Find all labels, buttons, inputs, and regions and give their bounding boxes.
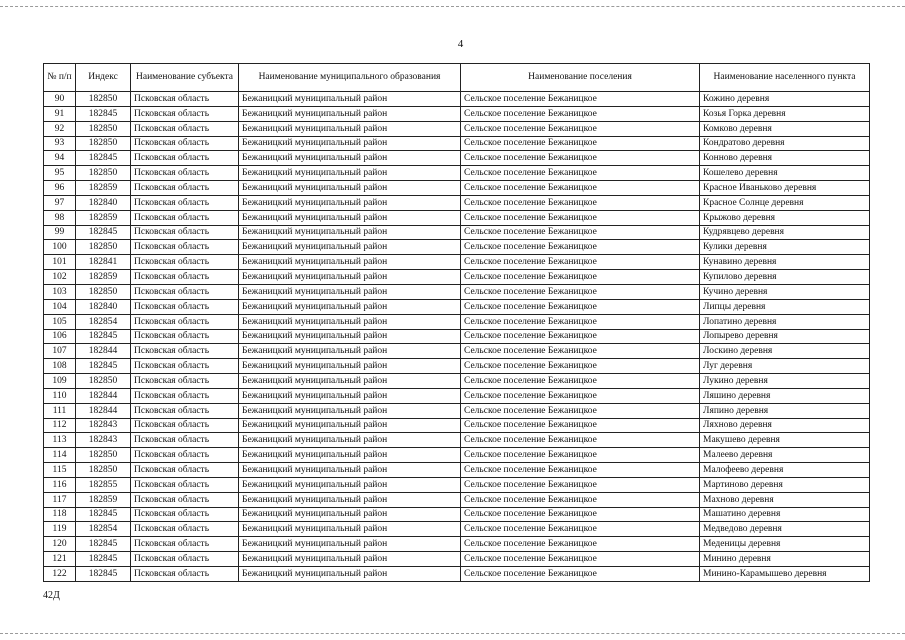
cell-locality: Махново деревня bbox=[700, 492, 870, 507]
cell-index: 182850 bbox=[76, 463, 131, 478]
cell-settlement: Сельское поселение Бежаницкое bbox=[461, 403, 700, 418]
cell-num: 112 bbox=[44, 418, 76, 433]
cell-subject: Псковская область bbox=[131, 210, 239, 225]
footer-code: 42Д bbox=[43, 590, 60, 601]
cell-index: 182845 bbox=[76, 567, 131, 582]
cell-settlement: Сельское поселение Бежаницкое bbox=[461, 344, 700, 359]
cell-num: 94 bbox=[44, 151, 76, 166]
table-row bbox=[44, 136, 870, 151]
cell-locality: Малофеево деревня bbox=[700, 463, 870, 478]
cell-subject: Псковская область bbox=[131, 299, 239, 314]
cell-locality: Ляхново деревня bbox=[700, 418, 870, 433]
cell-settlement: Сельское поселение Бежаницкое bbox=[461, 537, 700, 552]
cell-num: 95 bbox=[44, 166, 76, 181]
cell-municipality: Бежаницкий муниципальный район bbox=[239, 537, 461, 552]
cell-num: 117 bbox=[44, 492, 76, 507]
cell-locality: Малеево деревня bbox=[700, 448, 870, 463]
cell-municipality: Бежаницкий муниципальный район bbox=[239, 522, 461, 537]
cell-locality: Лукино деревня bbox=[700, 374, 870, 389]
cell-municipality: Бежаницкий муниципальный район bbox=[239, 270, 461, 285]
cell-subject: Псковская область bbox=[131, 181, 239, 196]
cell-subject: Псковская область bbox=[131, 359, 239, 374]
cell-index: 182859 bbox=[76, 270, 131, 285]
table-row bbox=[44, 151, 870, 166]
cell-num: 113 bbox=[44, 433, 76, 448]
cell-index: 182845 bbox=[76, 225, 131, 240]
cell-subject: Псковская область bbox=[131, 329, 239, 344]
cell-municipality: Бежаницкий муниципальный район bbox=[239, 403, 461, 418]
cell-municipality: Бежаницкий муниципальный район bbox=[239, 374, 461, 389]
table-row bbox=[44, 388, 870, 403]
cell-subject: Псковская область bbox=[131, 92, 239, 107]
cell-municipality: Бежаницкий муниципальный район bbox=[239, 433, 461, 448]
table-row bbox=[44, 270, 870, 285]
cell-settlement: Сельское поселение Бежаницкое bbox=[461, 255, 700, 270]
cell-index: 182854 bbox=[76, 522, 131, 537]
cell-municipality: Бежаницкий муниципальный район bbox=[239, 359, 461, 374]
cell-subject: Псковская область bbox=[131, 433, 239, 448]
cell-locality: Ляшино деревня bbox=[700, 388, 870, 403]
cell-settlement: Сельское поселение Бежаницкое bbox=[461, 522, 700, 537]
cell-locality: Кожино деревня bbox=[700, 92, 870, 107]
cell-municipality: Бежаницкий муниципальный район bbox=[239, 240, 461, 255]
cell-locality: Машатино деревня bbox=[700, 507, 870, 522]
header-settlement: Наименование поселения bbox=[461, 64, 700, 92]
cell-settlement: Сельское поселение Бежаницкое bbox=[461, 567, 700, 582]
cell-subject: Псковская область bbox=[131, 136, 239, 151]
cell-settlement: Сельское поселение Бежаницкое bbox=[461, 225, 700, 240]
cell-subject: Псковская область bbox=[131, 255, 239, 270]
cell-num: 97 bbox=[44, 195, 76, 210]
cell-settlement: Сельское поселение Бежаницкое bbox=[461, 166, 700, 181]
table-row bbox=[44, 567, 870, 582]
cell-num: 100 bbox=[44, 240, 76, 255]
cell-locality: Мартиново деревня bbox=[700, 477, 870, 492]
cell-locality: Медведово деревня bbox=[700, 522, 870, 537]
cell-municipality: Бежаницкий муниципальный район bbox=[239, 552, 461, 567]
cell-index: 182850 bbox=[76, 284, 131, 299]
cell-settlement: Сельское поселение Бежаницкое bbox=[461, 136, 700, 151]
cell-settlement: Сельское поселение Бежаницкое bbox=[461, 433, 700, 448]
cell-locality: Луг деревня bbox=[700, 359, 870, 374]
table-body bbox=[44, 92, 870, 582]
cell-index: 182840 bbox=[76, 195, 131, 210]
cell-index: 182859 bbox=[76, 181, 131, 196]
cell-locality: Лоскино деревня bbox=[700, 344, 870, 359]
cell-index: 182845 bbox=[76, 151, 131, 166]
cell-settlement: Сельское поселение Бежаницкое bbox=[461, 329, 700, 344]
cell-municipality: Бежаницкий муниципальный район bbox=[239, 388, 461, 403]
table-row bbox=[44, 359, 870, 374]
table-row bbox=[44, 255, 870, 270]
cell-num: 98 bbox=[44, 210, 76, 225]
cell-index: 182850 bbox=[76, 374, 131, 389]
cell-municipality: Бежаницкий муниципальный район bbox=[239, 181, 461, 196]
cell-num: 121 bbox=[44, 552, 76, 567]
cell-municipality: Бежаницкий муниципальный район bbox=[239, 344, 461, 359]
table-row bbox=[44, 240, 870, 255]
cell-municipality: Бежаницкий муниципальный район bbox=[239, 121, 461, 136]
cell-municipality: Бежаницкий муниципальный район bbox=[239, 477, 461, 492]
cell-municipality: Бежаницкий муниципальный район bbox=[239, 255, 461, 270]
cell-municipality: Бежаницкий муниципальный район bbox=[239, 92, 461, 107]
cell-municipality: Бежаницкий муниципальный район bbox=[239, 225, 461, 240]
cell-subject: Псковская область bbox=[131, 552, 239, 567]
cell-locality: Липцы деревня bbox=[700, 299, 870, 314]
cell-num: 107 bbox=[44, 344, 76, 359]
cell-index: 182854 bbox=[76, 314, 131, 329]
table-row bbox=[44, 522, 870, 537]
cell-locality: Кудрявцево деревня bbox=[700, 225, 870, 240]
cell-settlement: Сельское поселение Бежаницкое bbox=[461, 359, 700, 374]
cell-settlement: Сельское поселение Бежаницкое bbox=[461, 181, 700, 196]
cell-index: 182850 bbox=[76, 448, 131, 463]
cell-municipality: Бежаницкий муниципальный район bbox=[239, 492, 461, 507]
cell-num: 115 bbox=[44, 463, 76, 478]
cell-num: 96 bbox=[44, 181, 76, 196]
table-row bbox=[44, 433, 870, 448]
cell-index: 182859 bbox=[76, 492, 131, 507]
cell-index: 182844 bbox=[76, 388, 131, 403]
cell-locality: Красное Иваньково деревня bbox=[700, 181, 870, 196]
cell-num: 111 bbox=[44, 403, 76, 418]
cell-municipality: Бежаницкий муниципальный район bbox=[239, 507, 461, 522]
cell-municipality: Бежаницкий муниципальный район bbox=[239, 151, 461, 166]
cell-locality: Красное Солнце деревня bbox=[700, 195, 870, 210]
cell-subject: Псковская область bbox=[131, 344, 239, 359]
cell-index: 182845 bbox=[76, 537, 131, 552]
cell-num: 106 bbox=[44, 329, 76, 344]
cell-municipality: Бежаницкий муниципальный район bbox=[239, 284, 461, 299]
table-row bbox=[44, 448, 870, 463]
cell-index: 182841 bbox=[76, 255, 131, 270]
cell-locality: Лопатино деревня bbox=[700, 314, 870, 329]
cell-subject: Псковская область bbox=[131, 567, 239, 582]
cell-num: 119 bbox=[44, 522, 76, 537]
cell-index: 182850 bbox=[76, 166, 131, 181]
scan-edge-top bbox=[0, 6, 905, 7]
table-row bbox=[44, 418, 870, 433]
table-row bbox=[44, 314, 870, 329]
cell-settlement: Сельское поселение Бежаницкое bbox=[461, 492, 700, 507]
cell-settlement: Сельское поселение Бежаницкое bbox=[461, 284, 700, 299]
cell-municipality: Бежаницкий муниципальный район bbox=[239, 463, 461, 478]
table-row bbox=[44, 329, 870, 344]
cell-municipality: Бежаницкий муниципальный район bbox=[239, 195, 461, 210]
cell-index: 182845 bbox=[76, 507, 131, 522]
cell-num: 91 bbox=[44, 106, 76, 121]
cell-settlement: Сельское поселение Бежаницкое bbox=[461, 270, 700, 285]
cell-num: 93 bbox=[44, 136, 76, 151]
cell-locality: Купилово деревня bbox=[700, 270, 870, 285]
cell-settlement: Сельское поселение Бежаницкое bbox=[461, 299, 700, 314]
table-row bbox=[44, 537, 870, 552]
cell-num: 103 bbox=[44, 284, 76, 299]
scan-edge-bottom bbox=[0, 633, 905, 634]
cell-num: 118 bbox=[44, 507, 76, 522]
table-row bbox=[44, 552, 870, 567]
cell-index: 182859 bbox=[76, 210, 131, 225]
cell-municipality: Бежаницкий муниципальный район bbox=[239, 106, 461, 121]
cell-settlement: Сельское поселение Бежаницкое bbox=[461, 92, 700, 107]
table-row bbox=[44, 121, 870, 136]
cell-locality: Меденицы деревня bbox=[700, 537, 870, 552]
cell-subject: Псковская область bbox=[131, 492, 239, 507]
cell-locality: Кучино деревня bbox=[700, 284, 870, 299]
cell-index: 182850 bbox=[76, 121, 131, 136]
cell-settlement: Сельское поселение Бежаницкое bbox=[461, 477, 700, 492]
cell-locality: Лопырево деревня bbox=[700, 329, 870, 344]
cell-locality: Кошелево деревня bbox=[700, 166, 870, 181]
cell-num: 109 bbox=[44, 374, 76, 389]
cell-settlement: Сельское поселение Бежаницкое bbox=[461, 240, 700, 255]
localities-table bbox=[43, 63, 870, 582]
cell-locality: Крыжово деревня bbox=[700, 210, 870, 225]
cell-subject: Псковская область bbox=[131, 106, 239, 121]
cell-settlement: Сельское поселение Бежаницкое bbox=[461, 314, 700, 329]
cell-index: 182850 bbox=[76, 136, 131, 151]
cell-subject: Псковская область bbox=[131, 418, 239, 433]
cell-subject: Псковская область bbox=[131, 166, 239, 181]
header-municipality: Наименование муниципального образования bbox=[239, 64, 461, 92]
cell-locality: Минино-Карамышево деревня bbox=[700, 567, 870, 582]
cell-settlement: Сельское поселение Бежаницкое bbox=[461, 121, 700, 136]
cell-num: 102 bbox=[44, 270, 76, 285]
cell-index: 182840 bbox=[76, 299, 131, 314]
cell-subject: Псковская область bbox=[131, 270, 239, 285]
cell-num: 114 bbox=[44, 448, 76, 463]
table-row bbox=[44, 92, 870, 107]
cell-index: 182844 bbox=[76, 403, 131, 418]
cell-num: 110 bbox=[44, 388, 76, 403]
cell-municipality: Бежаницкий муниципальный район bbox=[239, 210, 461, 225]
header-num: № п/п bbox=[44, 64, 76, 92]
cell-subject: Псковская область bbox=[131, 388, 239, 403]
table-row bbox=[44, 374, 870, 389]
cell-locality: Кондратово деревня bbox=[700, 136, 870, 151]
cell-index: 182850 bbox=[76, 240, 131, 255]
table-row bbox=[44, 344, 870, 359]
cell-index: 182843 bbox=[76, 433, 131, 448]
cell-index: 182843 bbox=[76, 418, 131, 433]
cell-num: 104 bbox=[44, 299, 76, 314]
cell-subject: Псковская область bbox=[131, 121, 239, 136]
header-locality: Наименование населенного пункта bbox=[700, 64, 870, 92]
cell-num: 99 bbox=[44, 225, 76, 240]
cell-settlement: Сельское поселение Бежаницкое bbox=[461, 210, 700, 225]
cell-index: 182845 bbox=[76, 329, 131, 344]
cell-subject: Псковская область bbox=[131, 403, 239, 418]
cell-municipality: Бежаницкий муниципальный район bbox=[239, 166, 461, 181]
cell-subject: Псковская область bbox=[131, 284, 239, 299]
table-row bbox=[44, 166, 870, 181]
cell-municipality: Бежаницкий муниципальный район bbox=[239, 567, 461, 582]
cell-locality: Кунавино деревня bbox=[700, 255, 870, 270]
cell-subject: Псковская область bbox=[131, 240, 239, 255]
cell-municipality: Бежаницкий муниципальный район bbox=[239, 136, 461, 151]
table-row bbox=[44, 299, 870, 314]
table-row bbox=[44, 463, 870, 478]
cell-locality: Минино деревня bbox=[700, 552, 870, 567]
cell-municipality: Бежаницкий муниципальный район bbox=[239, 448, 461, 463]
cell-subject: Псковская область bbox=[131, 537, 239, 552]
cell-num: 101 bbox=[44, 255, 76, 270]
cell-num: 105 bbox=[44, 314, 76, 329]
cell-municipality: Бежаницкий муниципальный район bbox=[239, 418, 461, 433]
cell-num: 92 bbox=[44, 121, 76, 136]
cell-locality: Козья Горка деревня bbox=[700, 106, 870, 121]
cell-index: 182845 bbox=[76, 552, 131, 567]
table-row bbox=[44, 492, 870, 507]
cell-subject: Псковская область bbox=[131, 507, 239, 522]
table-row bbox=[44, 507, 870, 522]
cell-settlement: Сельское поселение Бежаницкое bbox=[461, 448, 700, 463]
cell-num: 120 bbox=[44, 537, 76, 552]
header-subject: Наименование субъекта bbox=[131, 64, 239, 92]
table-row bbox=[44, 403, 870, 418]
cell-settlement: Сельское поселение Бежаницкое bbox=[461, 374, 700, 389]
cell-subject: Псковская область bbox=[131, 522, 239, 537]
cell-locality: Комково деревня bbox=[700, 121, 870, 136]
cell-subject: Псковская область bbox=[131, 448, 239, 463]
cell-settlement: Сельское поселение Бежаницкое bbox=[461, 418, 700, 433]
cell-subject: Псковская область bbox=[131, 314, 239, 329]
cell-settlement: Сельское поселение Бежаницкое bbox=[461, 106, 700, 121]
cell-index: 182845 bbox=[76, 359, 131, 374]
cell-index: 182850 bbox=[76, 92, 131, 107]
cell-index: 182844 bbox=[76, 344, 131, 359]
cell-subject: Псковская область bbox=[131, 151, 239, 166]
cell-settlement: Сельское поселение Бежаницкое bbox=[461, 388, 700, 403]
page-number: 4 bbox=[457, 38, 464, 50]
cell-subject: Псковская область bbox=[131, 463, 239, 478]
cell-municipality: Бежаницкий муниципальный район bbox=[239, 329, 461, 344]
table-row bbox=[44, 106, 870, 121]
cell-index: 182845 bbox=[76, 106, 131, 121]
table-header-row bbox=[44, 64, 870, 92]
cell-municipality: Бежаницкий муниципальный район bbox=[239, 299, 461, 314]
cell-num: 108 bbox=[44, 359, 76, 374]
cell-locality: Ляпино деревня bbox=[700, 403, 870, 418]
cell-index: 182855 bbox=[76, 477, 131, 492]
cell-subject: Псковская область bbox=[131, 477, 239, 492]
cell-locality: Конново деревня bbox=[700, 151, 870, 166]
table-row bbox=[44, 477, 870, 492]
table-row bbox=[44, 210, 870, 225]
cell-settlement: Сельское поселение Бежаницкое bbox=[461, 552, 700, 567]
cell-subject: Псковская область bbox=[131, 374, 239, 389]
cell-num: 90 bbox=[44, 92, 76, 107]
cell-subject: Псковская область bbox=[131, 195, 239, 210]
cell-settlement: Сельское поселение Бежаницкое bbox=[461, 195, 700, 210]
table-row bbox=[44, 225, 870, 240]
cell-locality: Макушево деревня bbox=[700, 433, 870, 448]
table-row bbox=[44, 181, 870, 196]
cell-settlement: Сельское поселение Бежаницкое bbox=[461, 507, 700, 522]
cell-num: 116 bbox=[44, 477, 76, 492]
cell-subject: Псковская область bbox=[131, 225, 239, 240]
cell-municipality: Бежаницкий муниципальный район bbox=[239, 314, 461, 329]
table-row bbox=[44, 284, 870, 299]
cell-locality: Кулики деревня bbox=[700, 240, 870, 255]
table-row bbox=[44, 195, 870, 210]
header-index: Индекс bbox=[76, 64, 131, 92]
cell-num: 122 bbox=[44, 567, 76, 582]
cell-settlement: Сельское поселение Бежаницкое bbox=[461, 463, 700, 478]
cell-settlement: Сельское поселение Бежаницкое bbox=[461, 151, 700, 166]
